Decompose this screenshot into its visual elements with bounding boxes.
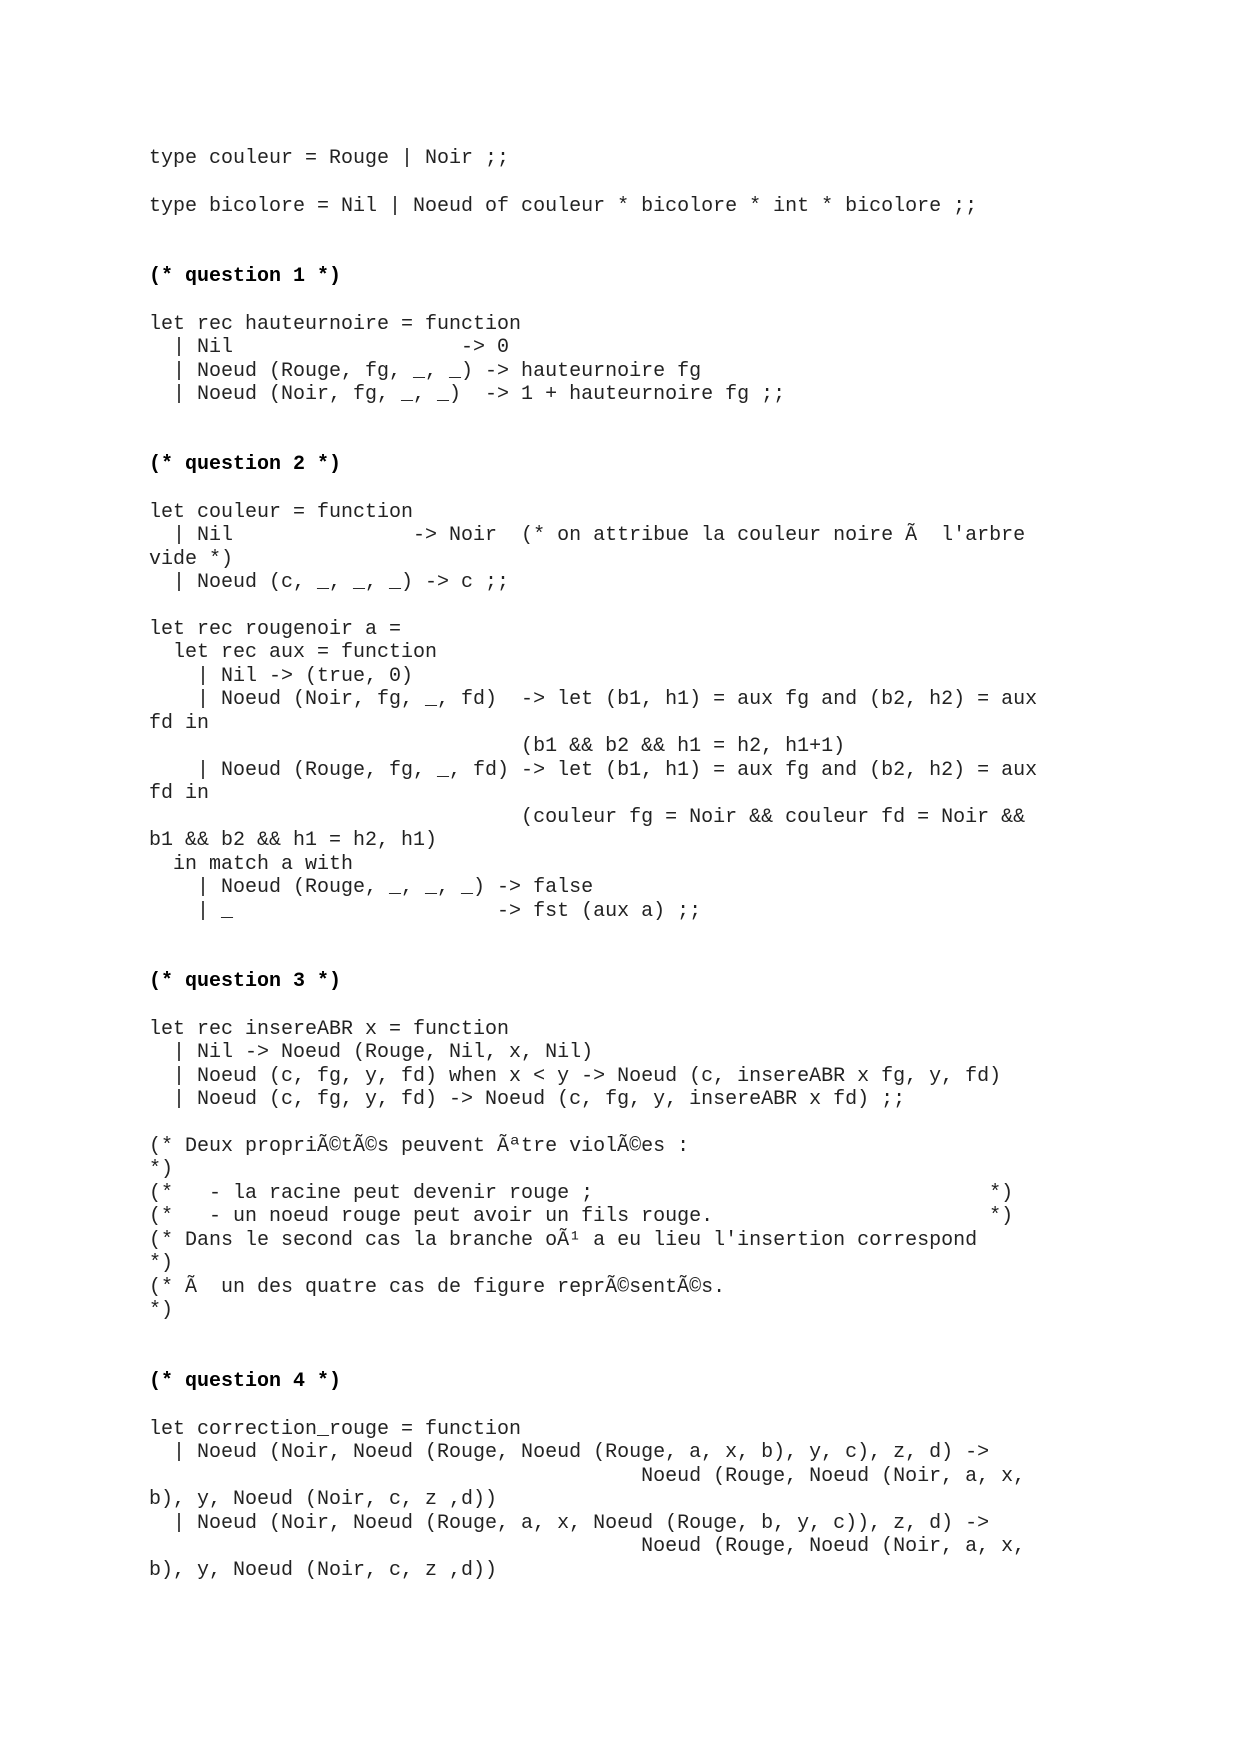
code-comment: (* - la racine peut devenir rouge ; *) xyxy=(149,1182,1014,1205)
section-heading-question-1: (* question 1 *) xyxy=(149,265,342,288)
section-heading-question-3: (* question 3 *) xyxy=(149,970,342,993)
code-line: fd in xyxy=(149,712,210,735)
code-comment: *) xyxy=(149,1158,174,1181)
code-line: | Noeud (c, fg, y, fd) when x < y -> Noeud (c, insereABR x fg, y, fd) xyxy=(149,1065,1002,1088)
code-line: type couleur = Rouge | Noir ;; xyxy=(149,147,510,170)
section-heading-question-4: (* question 4 *) xyxy=(149,1370,342,1393)
code-line: let couleur = function xyxy=(149,501,414,524)
code-line: | Noeud (Rouge, fg, _, _) -> hauteurnoire fg xyxy=(149,360,702,383)
code-comment: (* Ã un des quatre cas de figure reprÃ©sentÃ©s. xyxy=(149,1276,726,1299)
code-comment: (* - un noeud rouge peut avoir un fils rouge. *) xyxy=(149,1205,1014,1228)
code-line: | Nil -> (true, 0) xyxy=(149,665,414,688)
code-comment: (* Dans le second cas la branche oÃ¹ a eu lieu l'insertion correspond xyxy=(149,1229,978,1252)
code-line: | _ -> fst (aux a) ;; xyxy=(149,900,702,923)
code-line: b1 && b2 && h1 = h2, h1) xyxy=(149,829,438,852)
code-line: | Noeud (Rouge, fg, _, fd) -> let (b1, h1) = aux fg and (b2, h2) = aux xyxy=(149,759,1038,782)
code-line: | Nil -> 0 xyxy=(149,336,510,359)
code-line: fd in xyxy=(149,782,210,805)
code-line: Noeud (Rouge, Noeud (Noir, a, x, xyxy=(149,1535,1026,1558)
code-line: (b1 && b2 && h1 = h2, h1+1) xyxy=(149,735,846,758)
code-line: let correction_rouge = function xyxy=(149,1418,522,1441)
code-comment: *) xyxy=(149,1252,174,1275)
code-line: vide *) xyxy=(149,548,234,571)
code-line: | Noeud (Noir, Noeud (Rouge, Noeud (Rouge, a, x, b), y, c), z, d) -> xyxy=(149,1441,990,1464)
code-line: let rec rougenoir a = xyxy=(149,618,402,641)
code-line: (couleur fg = Noir && couleur fd = Noir && xyxy=(149,806,1026,829)
code-line: | Noeud (c, _, _, _) -> c ;; xyxy=(149,571,510,594)
code-line: in match a with xyxy=(149,853,354,876)
code-line: | Nil -> Noir (* on attribue la couleur noire Ã l'arbre xyxy=(149,524,1026,547)
code-line: b), y, Noeud (Noir, c, z ,d)) xyxy=(149,1488,498,1511)
code-line: let rec hauteurnoire = function xyxy=(149,313,522,336)
code-line: | Nil -> Noeud (Rouge, Nil, x, Nil) xyxy=(149,1041,594,1064)
code-line: | Noeud (Noir, Noeud (Rouge, a, x, Noeud (Rouge, b, y, c)), z, d) -> xyxy=(149,1512,990,1535)
code-line: b), y, Noeud (Noir, c, z ,d)) xyxy=(149,1559,498,1582)
code-comment: *) xyxy=(149,1299,174,1322)
code-line: Noeud (Rouge, Noeud (Noir, a, x, xyxy=(149,1465,1026,1488)
code-line: | Noeud (Noir, fg, _, fd) -> let (b1, h1) = aux fg and (b2, h2) = aux xyxy=(149,688,1038,711)
section-heading-question-2: (* question 2 *) xyxy=(149,453,342,476)
code-line: | Noeud (c, fg, y, fd) -> Noeud (c, fg, y, insereABR x fd) ;; xyxy=(149,1088,906,1111)
code-line: let rec insereABR x = function xyxy=(149,1018,510,1041)
code-line: let rec aux = function xyxy=(149,641,438,664)
code-line: type bicolore = Nil | Noeud of couleur * bicolore * int * bicolore ;; xyxy=(149,195,978,218)
code-line: | Noeud (Noir, fg, _, _) -> 1 + hauteurnoire fg ;; xyxy=(149,383,786,406)
code-line: | Noeud (Rouge, _, _, _) -> false xyxy=(149,876,594,899)
code-comment: (* Deux propriÃ©tÃ©s peuvent Ãªtre violÃ©es : xyxy=(149,1135,690,1158)
